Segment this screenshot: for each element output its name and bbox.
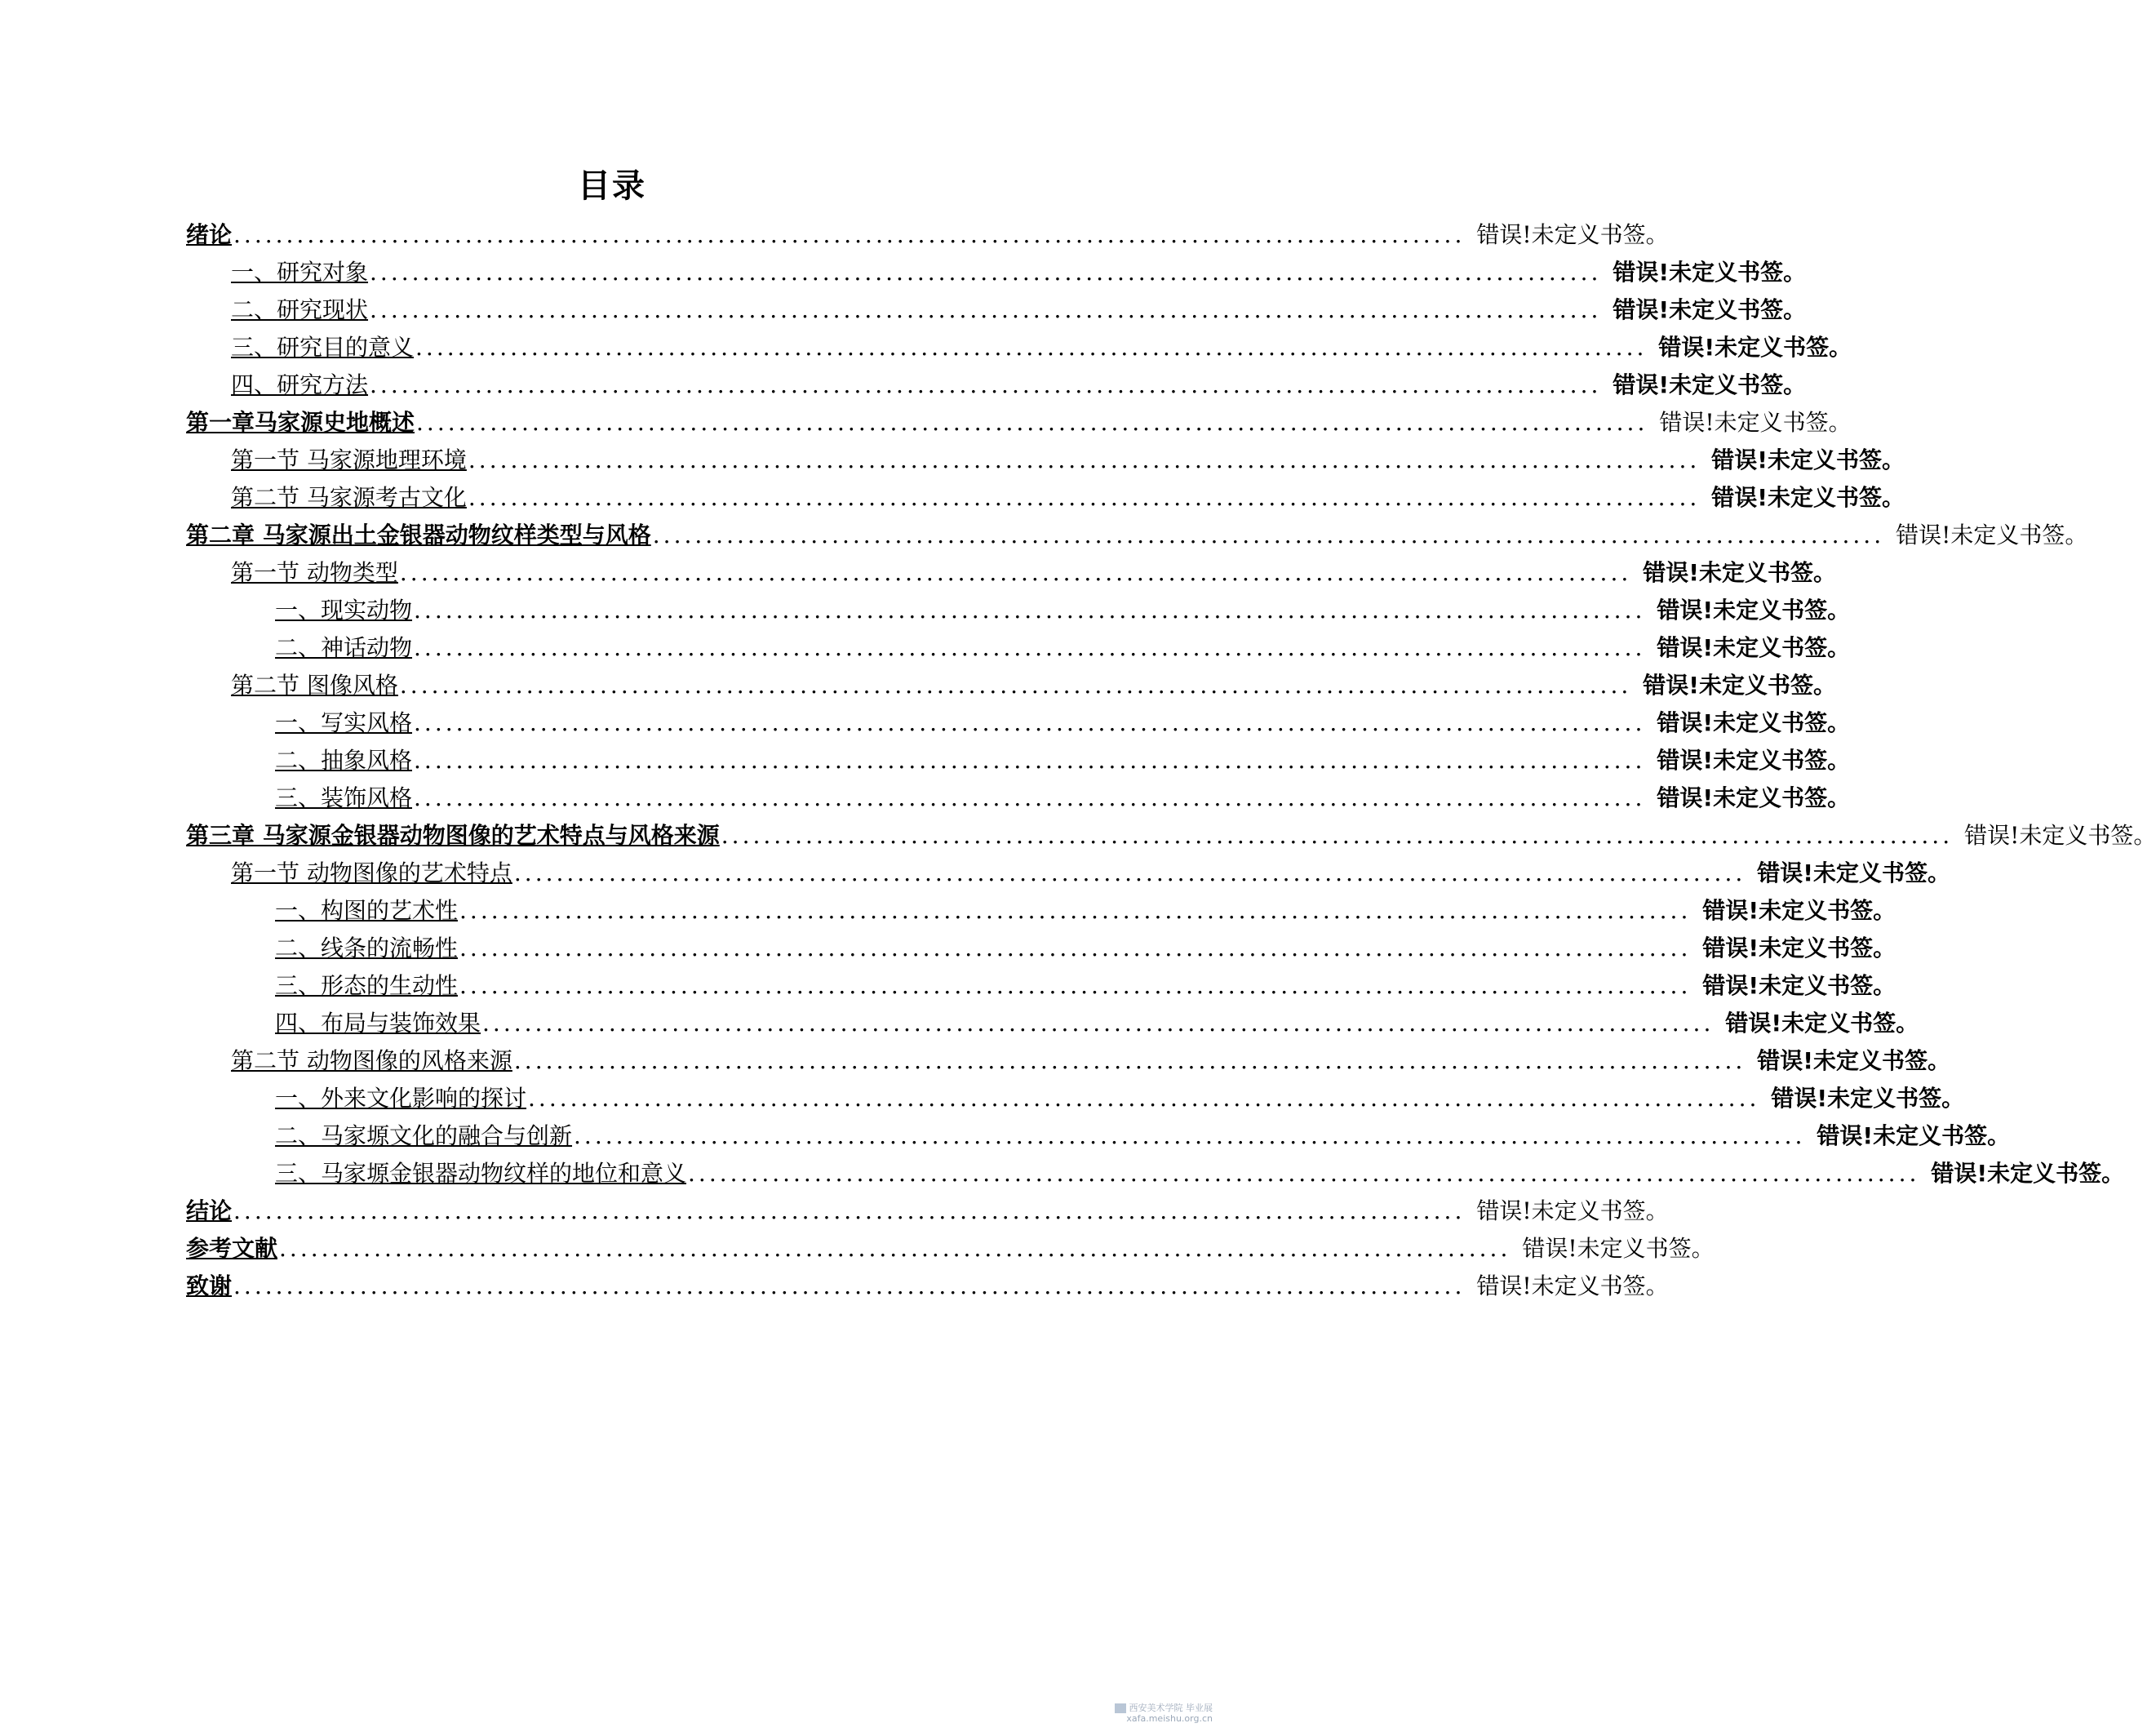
toc-entry-number: 一、 [275,597,322,624]
toc-entry-label: 神话动物 [321,634,413,661]
toc-leader: ..................................................................................................................... [414,709,1646,736]
toc-entry-label: 研究现状 [277,296,369,323]
toc-entry-label: 三、装饰风格 [275,784,413,811]
toc-entry[interactable] [231,1042,1951,1080]
toc-entry-page: 错误!未定义书签。 [1613,296,1807,323]
toc-entry-label: 参考文献 [186,1235,278,1262]
toc-entry[interactable] [186,817,2156,855]
toc-entry-label: 第一节 马家源地理环境 [231,446,467,473]
toc-entry[interactable] [275,742,1851,779]
toc-entry[interactable] [275,779,1851,817]
toc-entry[interactable] [275,1005,1919,1042]
toc-entry-page: 错误!未定义书签。 [1757,859,1951,886]
toc-leader: ..................................................................................................................... [370,296,1602,323]
toc-leader: ..................................................................................................................... [414,634,1646,661]
toc-entry-label: 第二节 动物图像的风格来源 [231,1047,512,1074]
toc-entry-page: 错误!未定义书签。 [1658,334,1852,361]
toc-leader: ..................................................................................................................... [414,784,1646,811]
toc-entry-label: 第一节 动物类型 [231,559,398,586]
toc-entry-label: 四、布局与装饰效果 [275,1010,481,1037]
toc-leader: ..................................................................................................................... [279,1235,1511,1262]
toc-entry-page: 错误!未定义书签。 [1725,1010,1919,1037]
toc-entry-label: 结论 [186,1197,233,1224]
watermark [1115,1703,1213,1724]
toc-leader: ..................................................................................................................... [468,446,1701,473]
toc-leader: ..................................................................................................................... [459,935,1692,961]
toc-entry-number: 二、 [275,634,322,661]
toc-leader: ..................................................................................................................... [399,559,1632,586]
toc-entry-label: 二、线条的流畅性 [275,935,459,961]
toc-entry-label: 一、写实风格 [275,709,413,736]
toc-entry-page: 错误!未定义书签。 [1657,634,1851,661]
toc-entry-label: 马家塬金银器动物纹样的地位和意义 [321,1160,687,1187]
toc-entry[interactable] [186,1230,1715,1268]
toc-entry[interactable] [231,254,1807,291]
toc-entry-page: 错误!未定义书签。 [1702,935,1896,961]
toc-entry[interactable] [186,1268,1669,1305]
toc-entry-page: 错误!未定义书签。 [1657,747,1851,774]
toc-entry-page: 错误!未定义书签。 [1702,972,1896,999]
toc-entry[interactable] [275,1117,2011,1155]
page-title: 目录 [578,167,646,205]
toc-leader: ..................................................................................................................... [688,1160,1920,1187]
toc-leader: ..................................................................................................................... [233,221,1466,248]
toc-entry-page: 错误!未定义书签。 [1613,371,1807,398]
toc-leader: ..................................................................................................................... [414,597,1646,624]
toc-entry[interactable] [275,892,1896,930]
toc-entry[interactable] [231,855,1951,892]
toc-entry[interactable] [231,554,1837,592]
toc-leader: ..................................................................................................................... [233,1197,1466,1224]
toc-entry-page: 错误!未定义书签。 [1964,822,2156,849]
watermark-line-1: 西安美术学院 毕业展 [1129,1703,1213,1713]
toc-entry[interactable] [231,442,1905,479]
toc-entry[interactable] [275,1155,2125,1192]
toc-entry[interactable] [231,667,1837,704]
toc-entry-number: 一、 [231,259,277,286]
toc-leader: ..................................................................................................................... [528,1085,1760,1112]
toc-leader: ..................................................................................................................... [399,672,1632,699]
toc-entry-label: 第二节 马家源考古文化 [231,484,467,511]
toc-entry-page: 错误!未定义书签。 [1931,1160,2125,1187]
toc-entry[interactable] [275,592,1851,629]
toc-entry[interactable] [275,967,1896,1005]
toc-leader: ..................................................................................................................... [415,334,1648,361]
toc-entry-page: 错误!未定义书签。 [1711,484,1905,511]
toc-entry-number: 二、 [275,1122,322,1149]
toc-entry-label: 致谢 [186,1272,233,1299]
toc-leader: ..................................................................................................................... [459,972,1692,999]
toc-entry-label: 第二章 马家源出土金银器动物纹样类型与风格 [186,522,651,548]
toc-entry-page: 错误!未定义书签。 [1613,259,1807,286]
toc-entry-label: 一、构图的艺术性 [275,897,459,924]
toc-entry-label: 现实动物 [321,597,413,624]
toc-entry-page: 错误!未定义书签。 [1659,409,1852,436]
toc-entry-number: 一、 [275,1085,322,1112]
toc-entry-page: 错误!未定义书签。 [1771,1085,1965,1112]
toc-entry-page: 错误!未定义书签。 [1657,709,1851,736]
toc-entry-page: 错误!未定义书签。 [1643,559,1837,586]
toc-leader: ..................................................................................................................... [370,371,1602,398]
toc-leader: ..................................................................................................................... [513,1047,1746,1074]
toc-entry[interactable] [186,216,1669,254]
toc-entry-label: 三、形态的生动性 [275,972,459,999]
toc-entry-label: 第二节 图像风格 [231,672,398,699]
toc-entry[interactable] [275,704,1851,742]
toc-entry[interactable] [231,291,1807,329]
toc-entry-label: 第一章马家源史地概述 [186,409,415,436]
toc-entry-label: 研究方法 [277,371,369,398]
toc-entry-page: 错误!未定义书签。 [1657,784,1851,811]
toc-entry-label: 研究目的意义 [277,334,415,361]
toc-entry-number: 三、 [275,1160,322,1187]
toc-entry[interactable] [275,629,1851,667]
toc-entry-page: 错误!未定义书签。 [1711,446,1905,473]
toc-entry[interactable] [186,404,1852,442]
toc-entry[interactable] [186,1192,1669,1230]
toc-entry-number: 三、 [231,334,277,361]
watermark-logo-icon [1115,1703,1126,1713]
toc-entry[interactable] [231,366,1807,404]
toc-entry-page: 错误!未定义书签。 [1476,1197,1669,1224]
toc-entry[interactable] [186,517,2088,554]
toc-leader: ..................................................................................................................... [416,409,1648,436]
toc-entry-page: 错误!未定义书签。 [1702,897,1896,924]
toc-entry-page: 错误!未定义书签。 [1522,1235,1715,1262]
toc-entry-page: 错误!未定义书签。 [1757,1047,1951,1074]
toc-entry-page: 错误!未定义书签。 [1643,672,1837,699]
toc-leader: ..................................................................................................................... [459,897,1692,924]
toc-leader: ..................................................................................................................... [652,522,1885,548]
toc-leader: ..................................................................................................................... [482,1010,1715,1037]
toc-entry-label: 二、抽象风格 [275,747,413,774]
toc-entry-label: 研究对象 [277,259,369,286]
toc-entry-number: 四、 [231,371,277,398]
toc-leader: ..................................................................................................................... [574,1122,1806,1149]
toc-entry-page: 错误!未定义书签。 [1817,1122,2011,1149]
toc-entry-label: 马家塬文化的融合与创新 [321,1122,573,1149]
toc-entry-page: 错误!未定义书签。 [1657,597,1851,624]
toc-entry-label: 绪论 [186,221,233,248]
toc-leader: ..................................................................................................................... [414,747,1646,774]
toc-entry[interactable] [275,1080,1965,1117]
toc-leader: ..................................................................................................................... [233,1272,1466,1299]
toc-leader: ..................................................................................................................... [721,822,1954,849]
toc-entry[interactable] [231,479,1905,517]
toc-entry-label: 第一节 动物图像的艺术特点 [231,859,512,886]
toc-entry-label: 外来文化影响的探讨 [321,1085,527,1112]
toc-leader: ..................................................................................................................... [513,859,1746,886]
toc-entry-number: 二、 [231,296,277,323]
toc-entry-page: 错误!未定义书签。 [1896,522,2088,548]
watermark-line-2: xafa.meishu.org.cn [1126,1713,1213,1724]
toc-entry-label: 第三章 马家源金银器动物图像的艺术特点与风格来源 [186,822,720,849]
toc-entry[interactable] [231,329,1852,366]
toc-leader: ..................................................................................................................... [468,484,1701,511]
toc-entry-page: 错误!未定义书签。 [1476,221,1669,248]
toc-entry-page: 错误!未定义书签。 [1476,1272,1669,1299]
toc-leader: ..................................................................................................................... [370,259,1602,286]
toc-entry[interactable] [275,930,1896,967]
